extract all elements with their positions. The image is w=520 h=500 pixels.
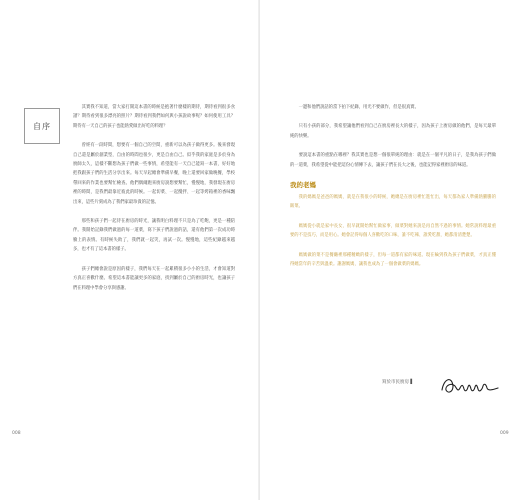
right-text-column	[290, 103, 496, 279]
preface-text-column	[73, 103, 235, 303]
mother-paragraph: 我的媽媽是爸爸的媽媽，就是在我很小的時候，她總是在廚房裡忙進忙出，每天都為家人準備熱騰騰的飯菜。	[290, 195, 496, 210]
intro-paragraph: 要說這本書的重點在哪裡？我其實也是想一個很單純的理由：就是在一個平凡的日子，是我為孩子們做的一道菜，我希望從中能把這份心情傳下去，讓孩子們在長大之後，也能記得家裡廚房的味道。	[290, 153, 496, 168]
intro-paragraph: 只有小孩的部分，我希望讓他們看到自己在廚房裡長大的樣子，因為孩子上廚房做的他們，是每天最單純的快樂。	[290, 124, 496, 139]
intro-paragraph: 一邊和他們說話的當下拍下紀錄，用光不要做作，但是很真實。	[298, 105, 419, 110]
signature-label: 寫於市民廚房 ▌	[382, 380, 414, 385]
handwritten-signature	[440, 372, 500, 398]
preface-paragraph: 其實我不知道，當大家打開這本書的時候是抱著什麼樣的期待，期待看到很多食譜？期待看到很多漂亮的照片？期待看到我們如何與小孩說故事呢？如何使用工具？期待有一天自己的孩子也能熱愛做出好吃的料理？	[73, 105, 235, 129]
signature-block	[298, 372, 512, 398]
preface-paragraph: 孩子們總會說是原因的樣子，我們每天在一起累積很多小小的生活，才會知道對方真正喜歡什麼。希望這本書能讓更多的家庭，找到屬於自己的廚房時光，也讓孩子們在料理中學會分享與感謝。	[73, 266, 235, 291]
section-label: 自序	[33, 121, 51, 131]
preface-paragraph: 曾經有一段時間，想要有一個自己的空間，重新可以為孩子做得更多。後來發現自己還是屬於創業型，自由的時間也很少，更是自由自己。似乎我的家庭是多於身為廚師太久，這樣不斷想為孩子們做一些事情，希望能有一天自己能寫一本書，好好地把我跟孩子們的生活分享出來。每天早起總會準備早餐，晚上還要回家做晚餐，學校帶回來的作業也要幫忙檢查。他們偶爾跑來廚房說想要幫忙，慢慢地，我發現在廚房裡的時間，是我們最靠近彼此的時候。一起切菜、一起攪拌、一起等烤箱裡的香味飄出來，這些片刻成為了我們家最珍貴的記憶。	[73, 143, 235, 205]
preface-paragraph: 那些和孩子們一起待在廚房的時光，讓我明白料理不只是為了吃飽，更是一種陪伴。我開始記錄我們做過的每一道菜，寫下孩子們說過的話，還有他們第一次成功時臉上的表情。有時候失敗了，我們就一起笑，再試一次。慢慢地，這些紀錄越來越多，也才有了這本書的樣子。	[73, 219, 235, 253]
section-label-box	[24, 108, 60, 144]
section-title: 我的老媽	[290, 181, 316, 190]
page-number-right: 009	[500, 431, 509, 436]
mother-paragraph: 媽媽從小就是家中長女，很早就開始幫忙做家事，做菜對她來說是再自然不過的事情。她常說料理最重要的不是技巧，而是用心。她會記得每個人喜歡吃的口味，誰不吃辣、誰愛吃甜，她都清清楚楚。	[290, 223, 496, 239]
mother-paragraph: 媽媽做的菜不是餐廳裡那種精緻的樣子，但每一道都有家的味道。現在輪到我為孩子們做菜，才真正懂得她當年的辛苦與溫柔。謝謝媽媽，讓我也成為了一個會做菜的媽媽。	[290, 252, 496, 268]
page-number-left: 008	[12, 431, 21, 436]
